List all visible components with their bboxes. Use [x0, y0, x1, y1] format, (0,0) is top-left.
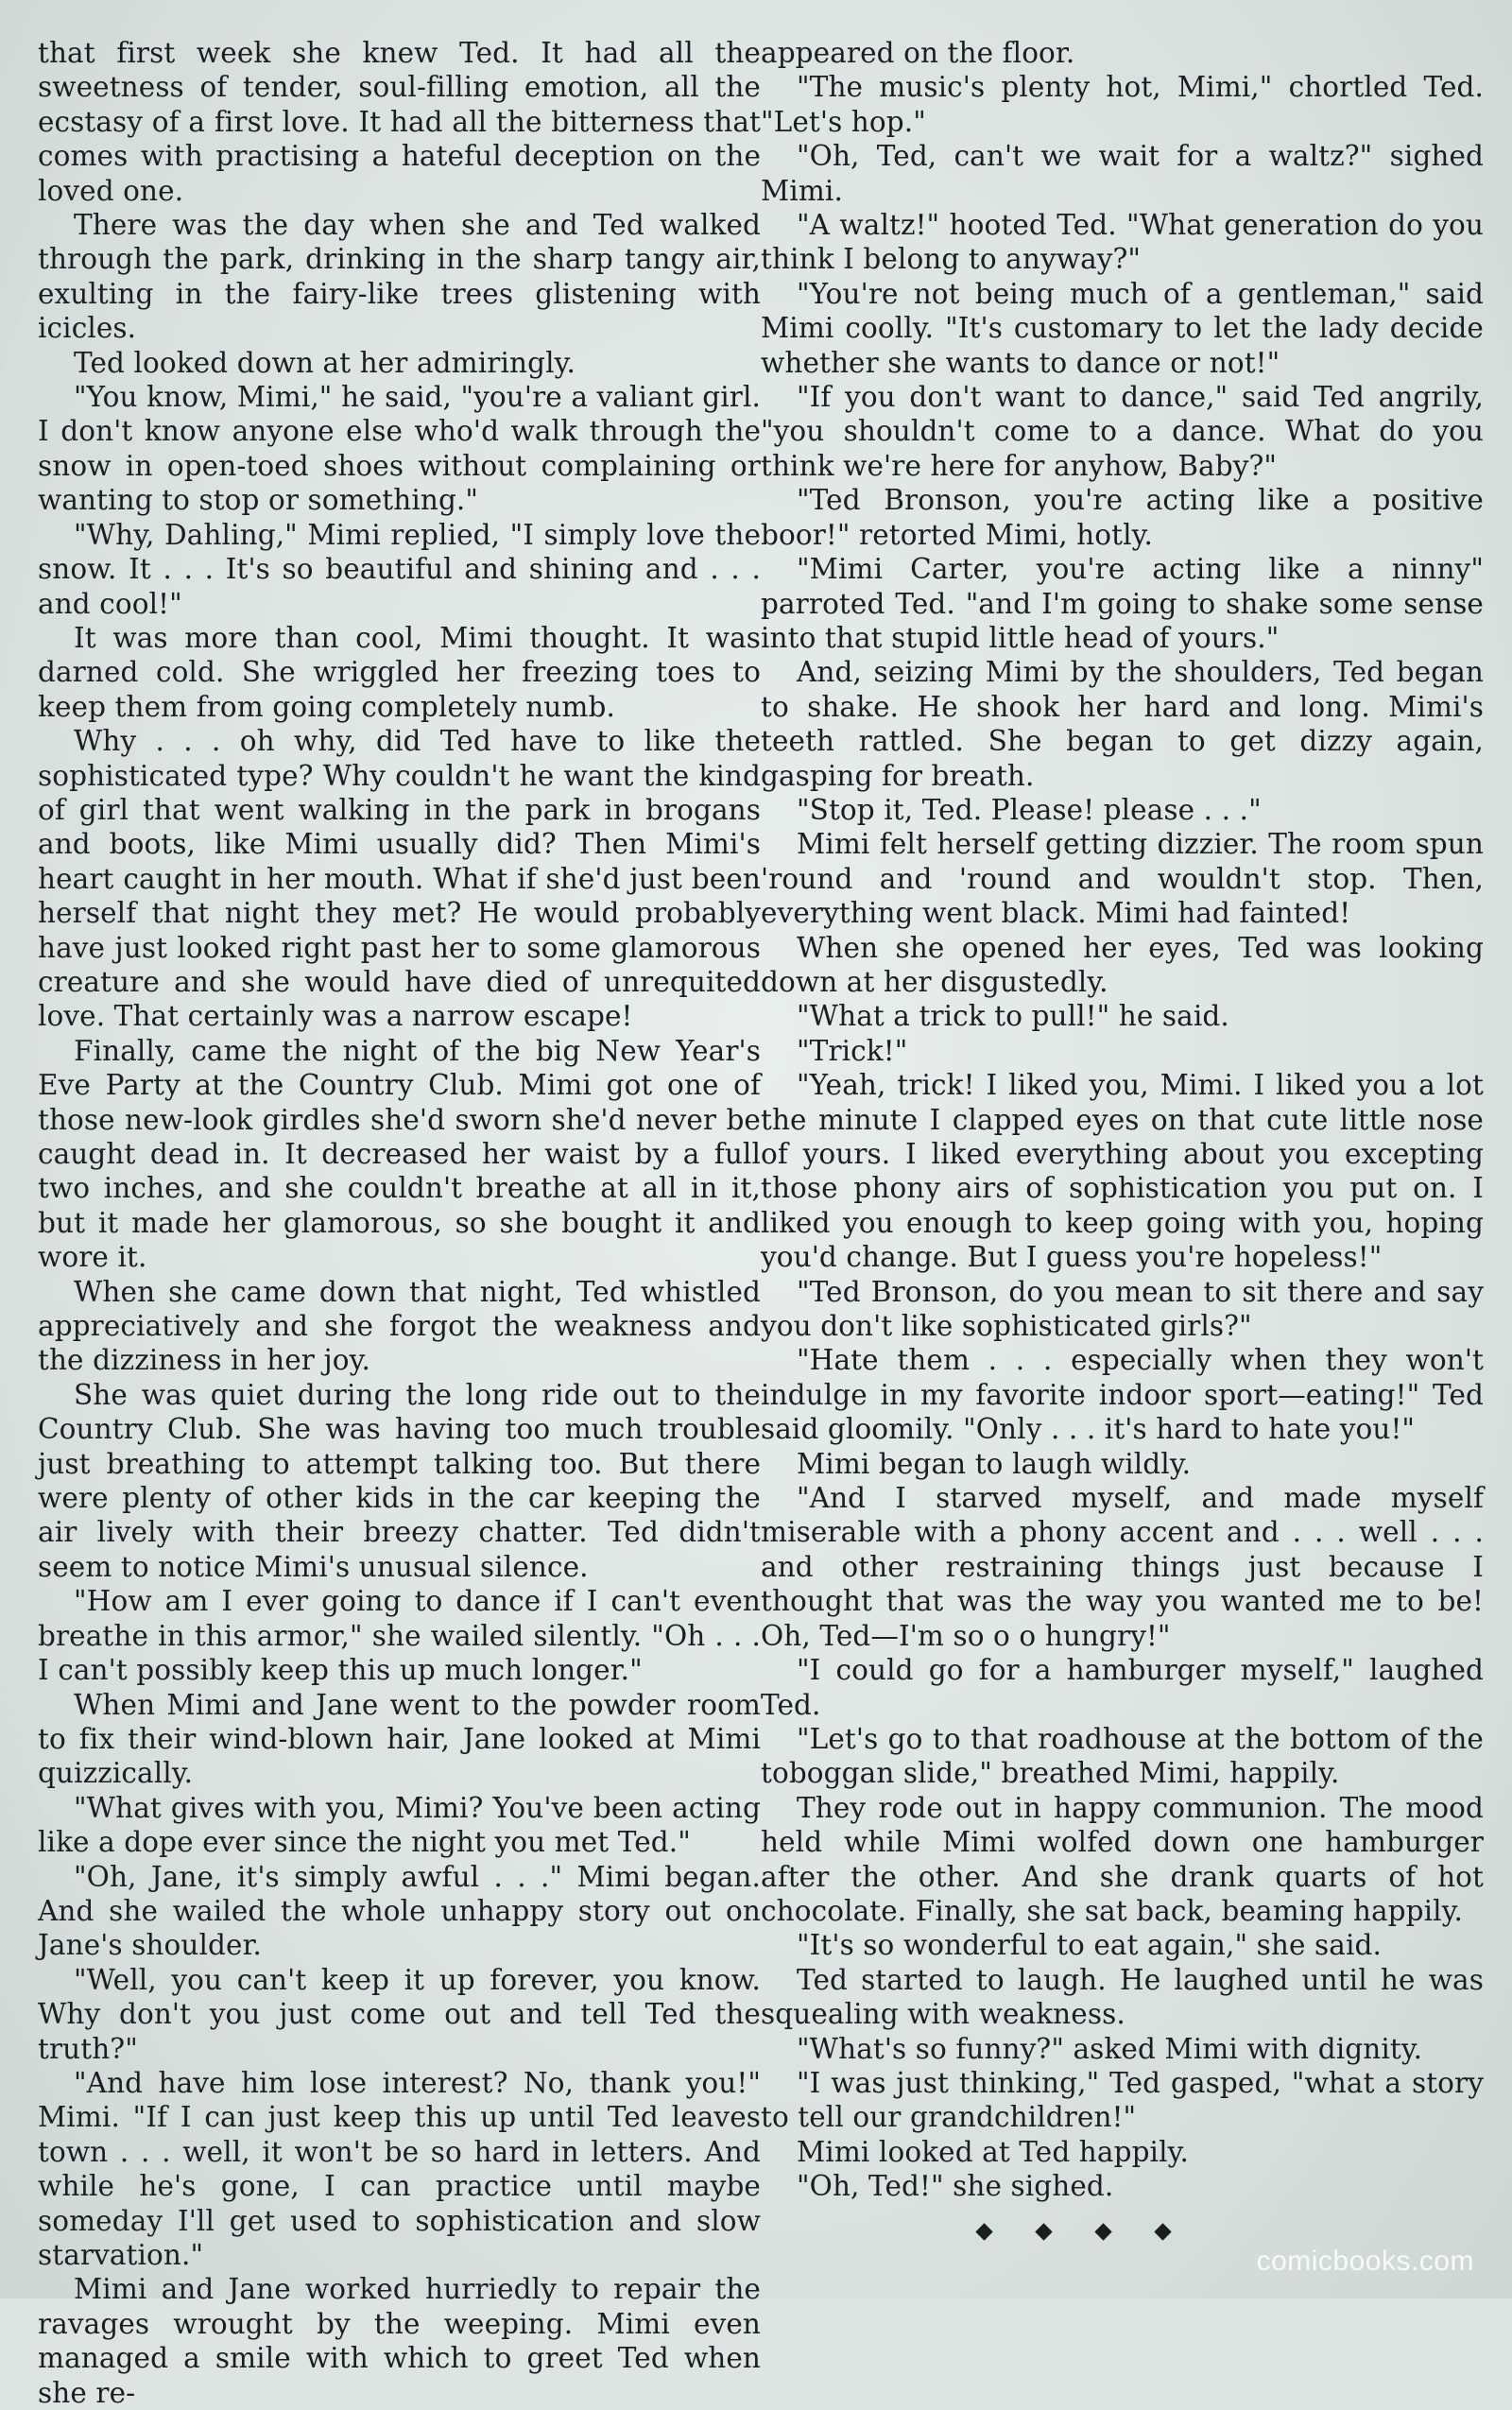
story-paragraph: Why . . . oh why, did Ted have to like the sophisticated type? Why couldn't he want the kind of girl that went walking in the park in brogans and boots, like Mimi usually did? Then Mimi's heart caught in her mouth. What if she'd just been herself that night they met? He would probably have just looked right past her to some glamorous creature and she would have died of unrequited love. That certainly was a narrow escape!	[38, 725, 761, 1033]
story-paragraph: "And have him lose interest? No, thank you!" Mimi. "If I can just keep this up until Ted leaves town . . . well, it won't be so hard in letters. And while he's gone, I can practice until maybe someday I'll get used to sophistication and slow starvation."	[38, 2066, 761, 2271]
story-paragraph: "What gives with you, Mimi? You've been acting like a dope ever since the night you met Ted."	[38, 1791, 761, 1859]
story-paragraph: "Oh, Ted, can't we wait for a waltz?" sighed Mimi.	[761, 140, 1484, 207]
right-text-column	[761, 36, 1484, 2204]
site-watermark: comicbooks.com	[1256, 2246, 1474, 2277]
story-paragraph: "Ted Bronson, do you mean to sit there and say you don't like sophisticated girls?"	[761, 1275, 1484, 1343]
story-paragraph: Finally, came the night of the big New Year's Eve Party at the Country Club. Mimi got one of those new-look girdles she'd sworn she'd never be caught dead in. It decreased her waist by a full two inches, and she couldn't breathe at all in it, but it made her glamorous, so she bought it and wore it.	[38, 1034, 761, 1274]
story-paragraph: Mimi looked at Ted happily.	[797, 2135, 1189, 2168]
story-paragraph: "Well, you can't keep it up forever, you know. Why don't you just come out and tell Ted the truth?"	[38, 1963, 761, 2065]
story-paragraph: When she opened her eyes, Ted was looking down at her disgustedly.	[761, 931, 1484, 998]
story-paragraph: "I could go for a hamburger myself," laughed Ted.	[761, 1654, 1484, 1721]
star-divider-icon	[1035, 2223, 1052, 2240]
story-paragraph: "Why, Dahling," Mimi replied, "I simply love the snow. It . . . It's so beautiful and shining and . . . and cool!"	[38, 518, 761, 620]
story-paragraph: "What's so funny?" asked Mimi with dignity.	[797, 2032, 1423, 2065]
story-paragraph: There was the day when she and Ted walked through the park, drinking in the sharp tangy air, exulting in the fairy-like trees glistening with icicles.	[38, 209, 761, 345]
story-paragraph: that first week she knew Ted. It had all the sweetness of tender, soul-filling emotion, all the ecstasy of a first love. It had all the bitterness that comes with practising a hateful deception on the loved one.	[38, 37, 761, 207]
star-divider-icon	[1094, 2223, 1111, 2240]
story-paragraph: "Ted Bronson, you're acting like a positive boor!" retorted Mimi, hotly.	[761, 484, 1484, 551]
story-paragraph: "Mimi Carter, you're acting like a ninny" parroted Ted. "and I'm going to shake some sense into that stupid little head of yours."	[761, 553, 1484, 654]
story-paragraph: "If you don't want to dance," said Ted angrily, "you shouldn't come to a dance. What do you think we're here for anyhow, Baby?"	[761, 381, 1484, 482]
story-paragraph: When she came down that night, Ted whistled appreciatively and she forgot the weakness and the dizziness in her joy.	[38, 1275, 761, 1377]
story-paragraph: "Trick!"	[797, 1034, 908, 1067]
story-paragraph: "It's so wonderful to eat again," she said.	[797, 1929, 1382, 1962]
story-paragraph: "What a trick to pull!" he said.	[797, 1000, 1229, 1033]
story-paragraph: When Mimi and Jane went to the powder room to fix their wind-blown hair, Jane looked at Mimi quizzically.	[38, 1688, 761, 1790]
story-paragraph: appeared on the floor.	[761, 37, 1075, 69]
story-paragraph: "Hate them . . . especially when they won't indulge in my favorite indoor sport—eating!" Ted said gloomily. "Only . . . it's hard to hate you!"	[761, 1344, 1484, 1446]
story-paragraph: She was quiet during the long ride out to the Country Club. She was having too much trouble just breathing to attempt talking too. But there were plenty of other kids in the car keeping the air lively with their breezy chatter. Ted didn't seem to notice Mimi's unusual silence.	[38, 1378, 761, 1583]
story-paragraph: "How am I ever going to dance if I can't even breathe in this armor," she wailed silently. "Oh . . . I can't possibly keep this up much longer."	[38, 1585, 761, 1687]
story-paragraph: And, seizing Mimi by the shoulders, Ted began to shake. He shook her hard and long. Mimi's teeth rattled. She began to get dizzy again, gasping for breath.	[761, 656, 1484, 792]
story-paragraph: "You know, Mimi," he said, "you're a valiant girl. I don't know anyone else who'd walk through the snow in open-toed shoes without complaining or wanting to stop or something."	[38, 381, 761, 517]
story-paragraph: "You're not being much of a gentleman," said Mimi coolly. "It's customary to let the lady decide whether she wants to dance or not!"	[761, 277, 1484, 379]
story-paragraph: They rode out in happy communion. The mood held while Mimi wolfed down one hamburger after the other. And she drank quarts of hot chocolate. Finally, she sat back, beaming happily.	[761, 1791, 1484, 1927]
story-paragraph: "I was just thinking," Ted gasped, "what a story to tell our grandchildren!"	[761, 2066, 1484, 2134]
story-paragraph: Ted started to laugh. He laughed until he was squealing with weakness.	[761, 1963, 1484, 2031]
story-paragraph: Mimi felt herself getting dizzier. The room spun 'round and 'round and wouldn't stop. Then, everything went black. Mimi had fainted!	[761, 828, 1484, 930]
story-paragraph: It was more than cool, Mimi thought. It was darned cold. She wriggled her freezing toes to keep them from going completely numb.	[38, 621, 761, 723]
left-text-column	[38, 36, 761, 2410]
story-paragraph: "Yeah, trick! I liked you, Mimi. I liked you a lot the minute I clapped eyes on that cute little nose of yours. I liked everything about you excepting those phony airs of sophistication you put on. I liked you enough to keep going with you, hoping you'd change. But I guess you're hopeless!"	[761, 1069, 1484, 1274]
story-paragraph: Mimi began to laugh wildly.	[797, 1447, 1192, 1480]
story-paragraph: "Oh, Jane, it's simply awful . . ." Mimi began. And she wailed the whole unhappy story out on Jane's shoulder.	[38, 1860, 761, 1962]
story-paragraph: "Stop it, Ted. Please! please . . ."	[797, 793, 1262, 826]
story-paragraph: "A waltz!" hooted Ted. "What generation do you think I belong to anyway?"	[761, 209, 1484, 276]
story-paragraph: "And I starved myself, and made myself miserable with a phony accent and . . . well . . . and other restraining things just because I thought that was the way you wanted me to be! Oh, Ted—I'm so o o hungry!"	[761, 1482, 1484, 1652]
story-paragraph: Mimi and Jane worked hurriedly to repair the ravages wrought by the weeping. Mimi even managed a smile with which to greet Ted when she re-	[38, 2273, 761, 2409]
story-paragraph: Ted looked down at her admiringly.	[74, 346, 576, 379]
story-paragraph: "Oh, Ted!" she sighed.	[797, 2170, 1114, 2203]
end-of-story-marks	[978, 2226, 1169, 2238]
star-divider-icon	[1154, 2223, 1171, 2240]
story-paragraph: "The music's plenty hot, Mimi," chortled Ted. "Let's hop."	[761, 71, 1484, 138]
story-paragraph: "Let's go to that roadhouse at the bottom of the toboggan slide," breathed Mimi, happily.	[761, 1722, 1484, 1790]
star-divider-icon	[975, 2223, 992, 2240]
